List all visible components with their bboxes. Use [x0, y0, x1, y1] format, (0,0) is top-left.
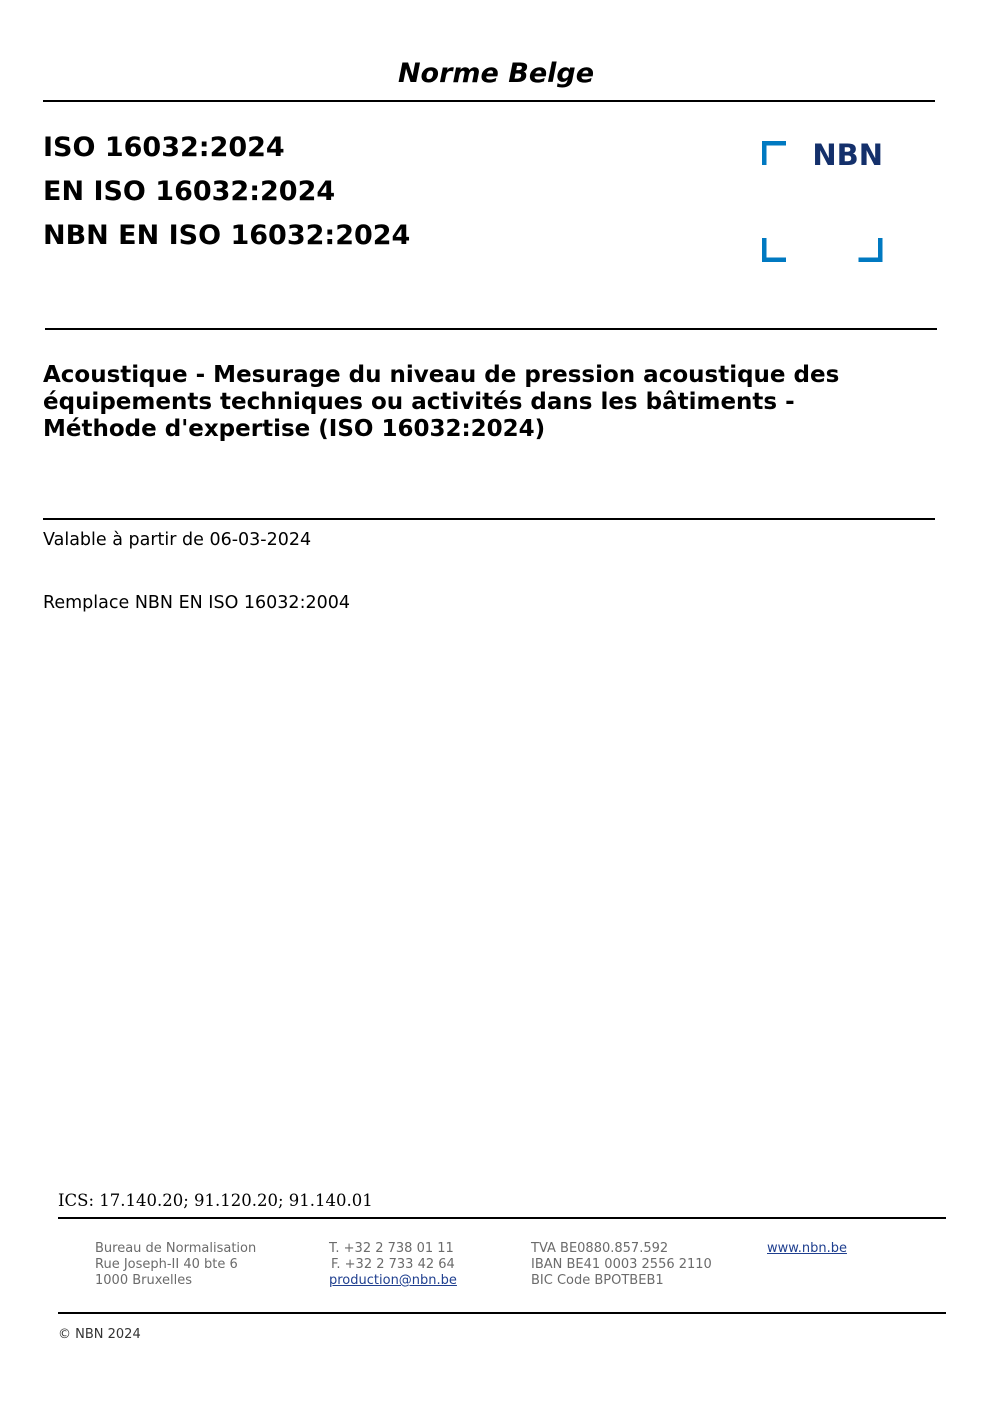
address-line: 1000 Bruxelles — [95, 1273, 193, 1288]
logo-corner-bottom-left — [762, 238, 786, 262]
phone-number: T. +32 2 738 01 11 — [329, 1241, 454, 1256]
website-link[interactable]: www.nbn.be — [767, 1241, 847, 1256]
standard-code-nbn: NBN EN ISO 16032:2024 — [43, 220, 411, 251]
document-title-line: équipements techniques ou activités dans les bâtiments - — [43, 389, 795, 415]
address-line: Rue Joseph-II 40 bte 6 — [95, 1257, 238, 1272]
address-line: Bureau de Normalisation — [95, 1241, 257, 1256]
valid-from: Valable à partir de 06-03-2024 — [43, 530, 312, 550]
bic-code: BIC Code BPOTBEB1 — [531, 1273, 664, 1288]
nbn-logo — [762, 141, 884, 263]
document-title-line: Acoustique - Mesurage du niveau de pression acoustique des — [43, 362, 840, 388]
footer-banking — [531, 1241, 712, 1289]
logo-corner-top-left — [762, 141, 786, 165]
footer-contact — [329, 1241, 457, 1289]
standard-code-en: EN ISO 16032:2024 — [43, 176, 336, 207]
iban-number: IBAN BE41 0003 2556 2110 — [531, 1257, 712, 1272]
document-title-line: Méthode d'expertise (ISO 16032:2024) — [43, 416, 546, 442]
ics-codes: ICS: 17.140.20; 91.120.20; 91.140.01 — [58, 1191, 373, 1210]
document-title — [43, 362, 923, 443]
email-link[interactable]: production@nbn.be — [329, 1273, 457, 1288]
ics-divider — [58, 1217, 946, 1219]
title-divider — [43, 518, 935, 520]
footer-address — [95, 1241, 256, 1289]
header-divider — [43, 100, 935, 102]
page-header-title: Norme Belge — [397, 58, 595, 89]
standard-code-iso: ISO 16032:2024 — [43, 132, 285, 163]
footer-web — [767, 1241, 847, 1257]
copyright-notice: © NBN 2024 — [58, 1327, 141, 1342]
footer-divider — [58, 1312, 946, 1314]
codes-divider — [45, 328, 937, 330]
fax-number: F. +32 2 733 42 64 — [331, 1257, 455, 1272]
logo-text: NBN — [812, 141, 883, 172]
vat-number: TVA BE0880.857.592 — [531, 1241, 669, 1256]
replaces-standard: Remplace NBN EN ISO 16032:2004 — [43, 593, 351, 613]
logo-corner-bottom-right — [859, 238, 883, 262]
